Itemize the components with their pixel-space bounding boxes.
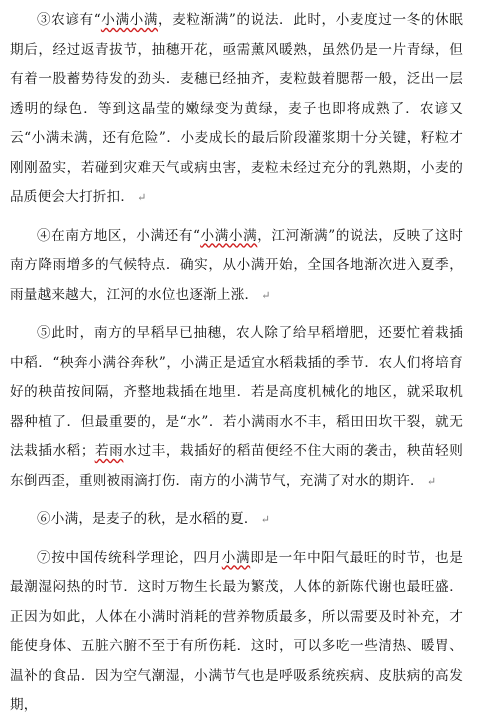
paragraph-text: ④在南方地区，小满还有“ (37, 227, 201, 244)
paragraph-text: ⑥小满，是麦子的秋，是水稻的夏． (37, 511, 258, 527)
paragraph-text: ⑦按中国传统科学理论，四月 (37, 549, 222, 566)
paragraph-mark-icon: ↵ (426, 474, 437, 488)
spellcheck-underlined-text: 小满小满 (200, 227, 258, 244)
paragraph-text: ，江河渐满”的说法，反映了这时南方降雨增多的气候特点．确实，从小满开始，全国各地渐次进入夏季，雨量越来越大，江河的水位也逐渐上涨． (10, 227, 463, 303)
spellcheck-underlined-text: 小满 (221, 549, 251, 566)
paragraph-text: 水过丰，栽插好的稻苗便经不住大雨的袭击，秧苗轻则东倒西歪，重则被雨滴打伤．南方的小满节气，充满了对水的期许． (10, 443, 463, 489)
paragraph-3 (10, 6, 463, 213)
paragraph-text: 即是一年中阳气最旺的时节，也是最潮湿闷热的时节．这时万物生长最为繁茂，人体的新陈代谢也最旺盛．正因为如此，人体在小满时消耗的营养物质最多，所以需要及时补充，才能使身体、五脏六腑不至于有所伤耗．这时，可以多吃一些清热、暖胃、温补的食品．因为空气潮湿，小满节气也是呼吸系统疾病、皮肤病的高发期， (10, 549, 464, 713)
paragraph-4 (10, 222, 463, 311)
paragraph-text: ⑤此时，南方的早稻早已抽穗，农人除了给早稻增肥，还要忙着栽插中稻．“秧奔小满谷奔秋”，小满正是适宜水稻栽插的季节．农人们将培育好的秧苗按间隔，齐整地栽插在地里．若是高度机械化的地区，就采取机器种植了．但最重要的，是“水”．若小满雨水不丰，稻田田坎干裂，就无法栽插水稻； (10, 325, 463, 459)
spellcheck-underlined-text: 若雨 (94, 443, 124, 459)
spellcheck-underlined-text: 小满小满 (100, 12, 159, 28)
paragraph-7 (10, 544, 463, 721)
paragraph-6 (10, 505, 463, 535)
paragraph-mark-icon: ↵ (261, 288, 271, 302)
paragraph-text: ③农谚有“ (37, 12, 101, 28)
paragraph-mark-icon: ↵ (260, 513, 271, 526)
paragraph-text: ，麦粒渐满”的说法．此时，小麦度过一冬的休眠期后，经过返青拔节，抽穗开花，亟需薰风暖熟，虽然仍是一片青绿，但有着一股蓄势待发的劲头．麦穗已经抽齐，麦粒鼓着腮帮一般，泛出一层透明的绿色．等到这晶莹的嫩绿变为黄绿，麦子也即将成熟了．农谚又云“小满未满，还有危险”．小麦成长的最后阶段灌浆期十分关键，籽粒才刚刚盈实，若碰到灾难天气或病虫害，麦粒未经过充分的乳熟期，小麦的品质便会大打折扣． (10, 12, 463, 205)
paragraph-mark-icon: ↵ (137, 191, 147, 204)
paragraph-5 (10, 319, 463, 496)
